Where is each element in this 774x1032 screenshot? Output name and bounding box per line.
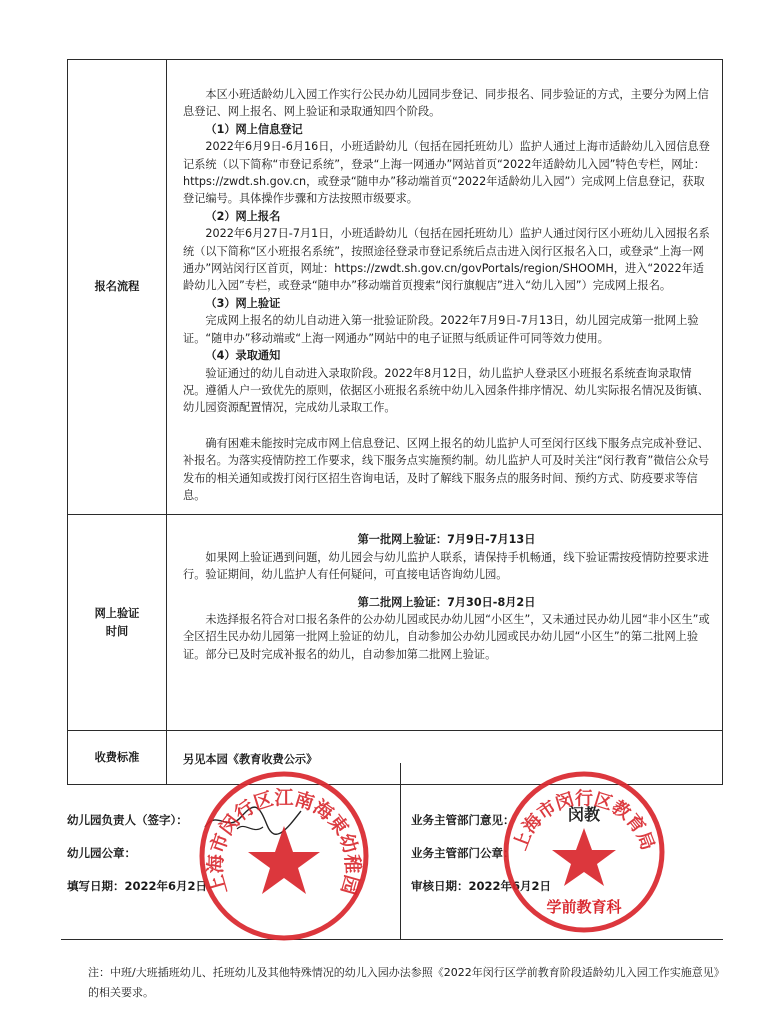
verify-label (68, 515, 167, 731)
footnote: 注：中班/大班插班幼儿、托班幼儿及其他特殊情况的幼儿入园办法参照《2022年闵行区学前教育阶段适龄幼儿入园工作实施意见》的相关要求。 (88, 966, 725, 999)
right-seal-bottom-text: 学前教育科 (546, 898, 622, 916)
step4-text: 验证通过的幼儿自动进入录取阶段。2022年8月12日，幼儿监护人登录区小班报名系统查询录取情况。遵循人户一致优先的原则，依据区小班报名系统中幼儿入园条件排序情况、幼儿实际报名情况及街镇、幼儿园资源配置情况，完成幼儿录取工作。 (183, 366, 709, 415)
left-seal-text: 上海市闵行区江南海東幼稚园 (204, 787, 364, 897)
kindergarten-seal-stamp (196, 768, 372, 944)
divider (61, 939, 723, 940)
spacer (183, 584, 710, 594)
principal-signature-label: 幼儿园负责人（签字）： (67, 813, 188, 827)
step2-title: （2）网上报名 (205, 209, 281, 223)
process-content (167, 60, 723, 515)
dept-opinion-label: 业务主管部门意见： (411, 813, 515, 827)
batch1-text: 如果网上验证遇到问题，幼儿园会与幼儿监护人联系，请保持手机畅通，线下验证需按疫情防控要求进行。验证期间，幼儿监护人有任何疑问，可直接电话咨询幼儿园。 (183, 550, 709, 582)
step4-title: （4）录取通知 (205, 349, 281, 363)
fee-label: 收费标准 (68, 731, 167, 785)
process-row (68, 60, 723, 515)
verify-label-line1: 网上验证 (94, 607, 140, 621)
star-icon (552, 828, 616, 886)
review-date: 审核日期：2022年6月2日 (411, 879, 552, 893)
step3-text: 完成网上报名的幼儿自动进入第一批验证阶段。2022年7月9日-7月13日，幼儿园完成第一批网上验证。“随申办”移动端或“上海一网通办”网站中的电子证照与纸质证件可同等效力使用。 (183, 314, 699, 345)
verify-content (167, 515, 723, 731)
spacer (183, 417, 710, 435)
kindergarten-seal-label: 幼儿园公章： (67, 846, 136, 860)
star-icon (248, 826, 320, 894)
process-intro: 本区小班适龄幼儿入园工作实行公民办幼儿园同步登记、同步报名、同步验证的方式，主要分为网上信息登记、网上报名、网上验证和录取通知四个阶段。 (183, 88, 709, 119)
verify-row (68, 515, 723, 731)
batch2-text: 未选择报名符合对口报名条件的公办幼儿园或民办幼儿园“小区生”，又未通过民办幼儿园“非小区生”或全区招生民办幼儿园第一批网上验证的幼儿，自动参加公办幼儿园或民办幼儿园“小区生”的第二批网上验证。部分已及时完成补报名的幼儿，自动参加第二批网上验证。 (183, 612, 710, 661)
step3-title: （3）网上验证 (205, 296, 281, 310)
dept-seal-label: 业务主管部门公章： (411, 846, 515, 860)
step1-text: 2022年6月9日-6月16日，小班适龄幼儿（包括在园托班幼儿）监护人通过上海市适龄幼儿入园信息登记系统（以下简称“市登记系统”，登录“上海一网通办”网站首页“2022年适龄幼儿入园”特色专栏，网址：https://zwdt.sh.gov.cn，或登录“随申办”移动端首页“2022年适龄幼儿入园”）完成网上信息登记，获取登记编号。具体操作步骤和方法按照市级要求。 (183, 140, 710, 206)
fee-text: 另见本园《教育收费公示》 (183, 753, 318, 767)
step1-title: （1）网上信息登记 (205, 122, 303, 136)
right-seal-text: 上海市闵行区教育局 (509, 788, 659, 854)
batch1-title: 第一批网上验证：7月9日-7月13日 (357, 533, 536, 547)
verify-label-line2: 时间 (105, 624, 129, 638)
right-seal-center-text: 闵教 (567, 805, 601, 824)
enrollment-form-table (67, 59, 723, 785)
divider (400, 763, 401, 940)
step2-text: 2022年6月27日-7月1日，小班适龄幼儿（包括在园托班幼儿）监护人通过闵行区小班幼儿入园报名系统（以下简称“区小班报名系统”，按照途径登录市登记系统后点击进入闵行区报名入口，或登录“上海一网通办”网站闵行区首页，网址：https://zwdt.sh.gov.cn/govPortals/region/SHOOMH，进入“2022年适龄幼儿入园”专栏，或登录“随申办”移动端首页搜索“闵行旗舰店”进入“幼儿入园”）完成网上报名。 (183, 227, 710, 293)
process-label: 报名流程 (68, 60, 167, 515)
batch2-title: 第二批网上验证：7月30日-8月2日 (357, 595, 536, 609)
fill-date: 填写日期：2022年6月2日 (67, 879, 208, 893)
process-extra: 确有困难未能按时完成市网上信息登记、区网上报名的幼儿监护人可至闵行区线下服务点完成补登记、补报名。为落实疫情防控工作要求，线下服务点实施预约制。幼儿监护人可及时关注“闵行教育”微信公众号发布的相关通知或拨打闵行区招生咨询电话，及时了解线下服务点的服务时间、预约方式、防疫要求等信息。 (183, 436, 710, 502)
education-bureau-seal-stamp (500, 768, 668, 936)
